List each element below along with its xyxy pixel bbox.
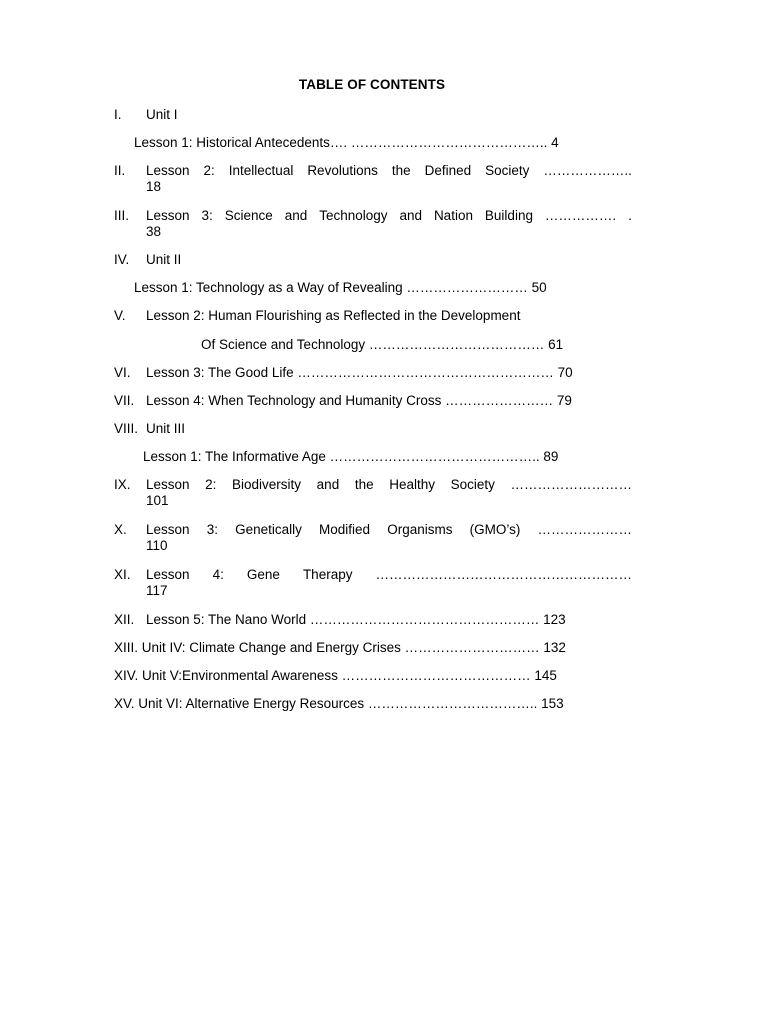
entry-word: Nation <box>433 208 473 223</box>
entry-text: Lesson 5: The Nano World …………………………………………… 123 <box>146 612 566 627</box>
entry-word: Modified <box>319 522 371 537</box>
page-number: 38 <box>146 224 162 239</box>
entry-number: VII. <box>114 393 135 408</box>
page-title: TABLE OF CONTENTS <box>298 77 446 92</box>
entry-text: Lesson 1: The Informative Age ……………………………………….. 89 <box>143 449 559 464</box>
entry-word: and <box>399 208 422 223</box>
entry-text: Unit I <box>146 107 178 122</box>
entry-text: Lesson 2: Human Flourishing as Reflected in the Development <box>146 308 521 323</box>
entry-number: XI. <box>114 567 131 582</box>
entry-word: Biodiversity <box>232 477 302 492</box>
entry-word: and <box>284 208 308 223</box>
entry-number: XII. <box>114 612 135 627</box>
entry-word: Therapy <box>302 567 353 582</box>
entry-word: Intellectual <box>228 163 294 178</box>
entry-word: 4: <box>212 567 224 582</box>
entry-number: IV. <box>114 252 130 267</box>
entry-number: VIII. <box>114 421 139 436</box>
entry-word: and <box>316 477 340 492</box>
entry-text: Lesson 1: Historical Antecedents…. …………………………………….. 4 <box>134 135 559 150</box>
entry-number: VI. <box>114 365 131 380</box>
entry-word: Lesson <box>146 208 190 223</box>
entry-number: IX. <box>114 477 131 492</box>
entry-number: I. <box>114 107 122 122</box>
entry-text-justified <box>146 567 632 583</box>
entry-word: 2: <box>203 163 215 178</box>
entry-number: X. <box>114 522 127 537</box>
page-number: 101 <box>146 493 169 508</box>
entry-text: Lesson 3: The Good Life ………………………………………………… 70 <box>146 365 573 380</box>
entry-number: II. <box>114 163 126 178</box>
entry-text-justified <box>146 522 632 538</box>
entry-text-justified <box>146 477 632 493</box>
entry-word: Lesson <box>146 522 190 537</box>
entry-word: ……………. <box>544 208 617 223</box>
entry-word: ………………… <box>537 522 632 537</box>
entry-text: XV. Unit VI: Alternative Energy Resources ……………………………….. 153 <box>114 696 564 711</box>
entry-word: ……………….. <box>543 163 632 178</box>
entry-word: Lesson <box>146 567 190 582</box>
entry-text: Of Science and Technology ………………………………… 61 <box>201 337 564 352</box>
entry-text: XIII. Unit IV: Climate Change and Energy Crises ………………………… 132 <box>114 640 566 655</box>
entry-number: III. <box>114 208 130 223</box>
entry-text: XIV. Unit V:Environmental Awareness …………………………………… 145 <box>114 668 557 683</box>
entry-word: Revolutions <box>307 163 378 178</box>
entry-word: the <box>391 163 411 178</box>
entry-word: Technology <box>319 208 388 223</box>
entry-word: Healthy <box>389 477 435 492</box>
entry-text: Unit III <box>146 421 186 436</box>
entry-word: 3: <box>201 208 213 223</box>
entry-word: Lesson <box>146 477 190 492</box>
entry-word: 3: <box>206 522 218 537</box>
entry-word: Organisms <box>387 522 453 537</box>
entry-word: ……………………… <box>510 477 632 492</box>
entry-word: . <box>628 208 632 223</box>
page-number: 18 <box>146 179 162 194</box>
entry-word: Defined <box>424 163 472 178</box>
entry-number: V. <box>114 308 126 323</box>
entry-word: Society <box>450 477 495 492</box>
entry-word: (GMO’s) <box>469 522 521 537</box>
entry-word: 2: <box>205 477 217 492</box>
entry-word: Science <box>224 208 273 223</box>
page-number: 110 <box>146 538 168 553</box>
entry-text-justified <box>146 208 632 224</box>
page-number: 117 <box>146 583 168 598</box>
entry-text-justified <box>146 163 632 179</box>
entry-word: Lesson <box>146 163 190 178</box>
entry-word: Building <box>484 208 533 223</box>
entry-text: Unit II <box>146 252 182 267</box>
entry-word: Gene <box>246 567 280 582</box>
entry-word: ………………………………………………… <box>375 567 632 582</box>
entry-word: the <box>354 477 374 492</box>
entry-text: Lesson 1: Technology as a Way of Revealing ……………………… 50 <box>134 280 547 295</box>
entry-text: Lesson 4: When Technology and Humanity Cross …………………… 79 <box>146 393 572 408</box>
entry-word: Genetically <box>235 522 302 537</box>
entry-word: Society <box>485 163 530 178</box>
